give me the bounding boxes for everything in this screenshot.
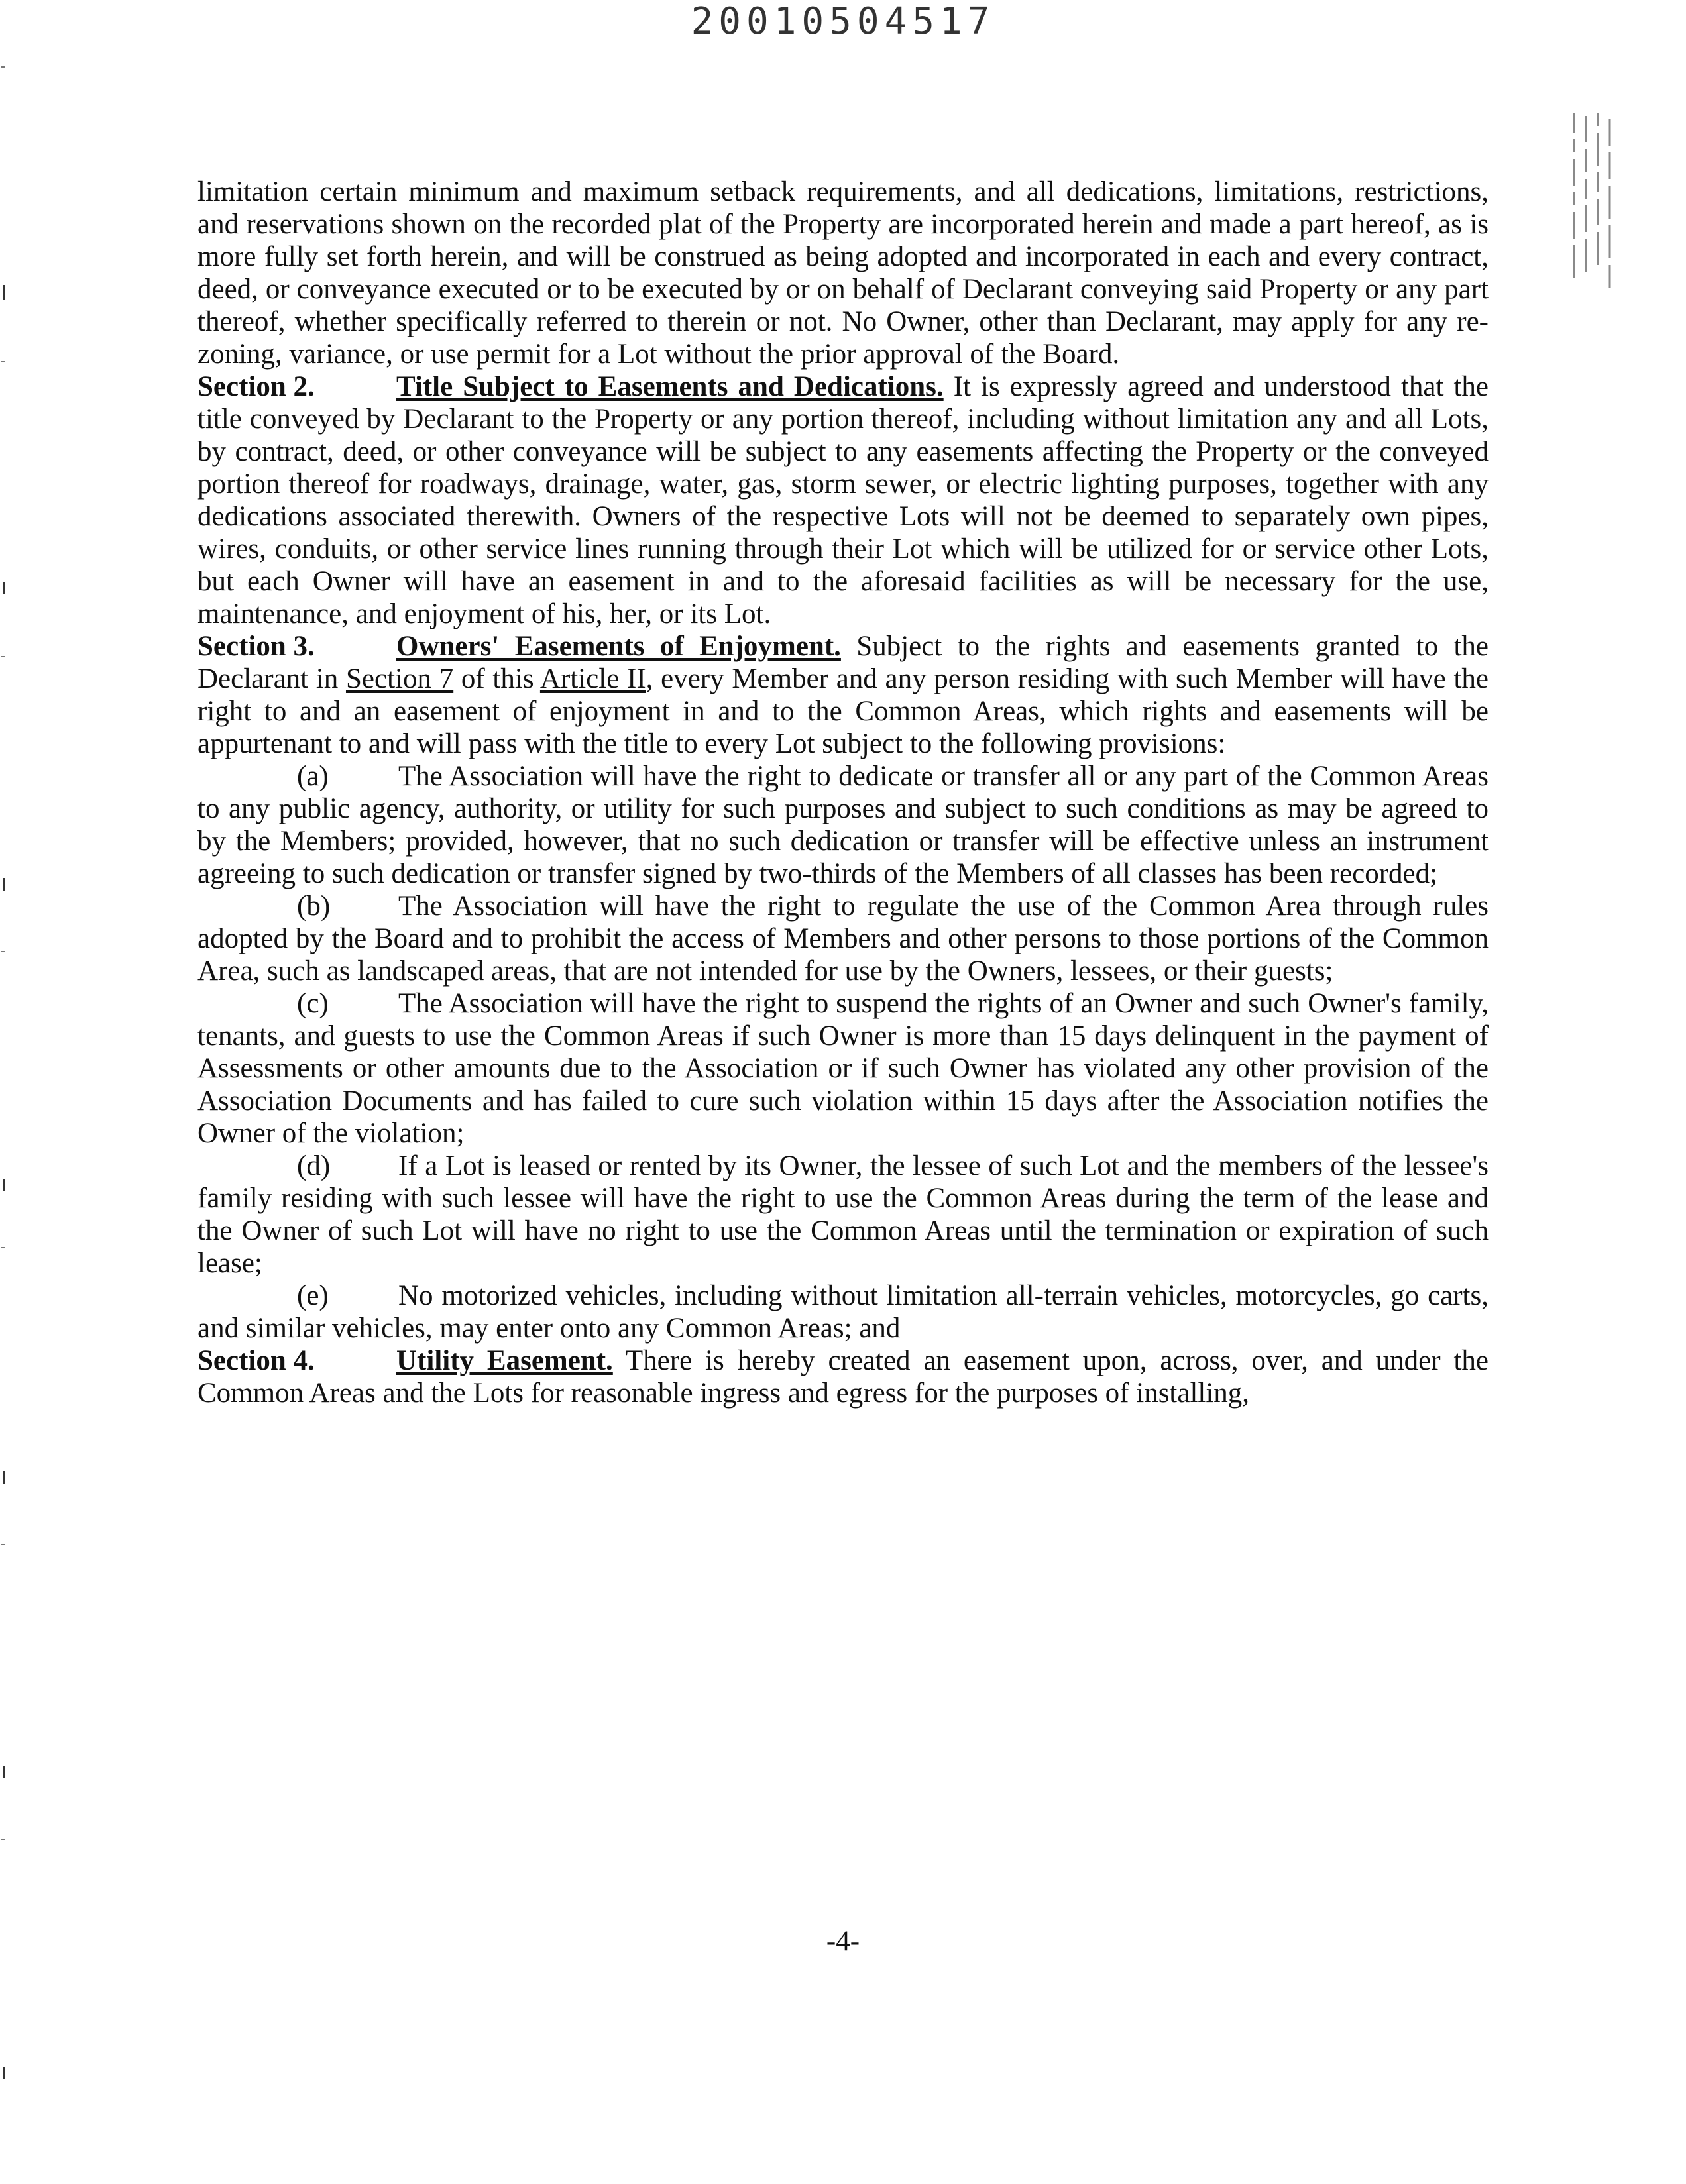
section-4: [197, 1344, 1489, 1409]
section-3-title: Owners' Easements of Enjoyment.: [396, 631, 841, 662]
provision-text: The Association will have the right to regulate the use of the Common Area through rules adopted by the Board and to prohibit the access of Members and other persons to those portions of the Common Area, such as landscaped areas, that are not intended for use by the Owners, lessees, or their guests;: [197, 891, 1489, 987]
scan-margin-mark: [3, 1471, 5, 1484]
intro-text: limitation certain minimum and maximum setback requirements, and all dedications, limitations, restrictions, and reservations shown on the recorded plat of the Property are incorporated herein and made a part hereof, as is more fully set forth herein, and will be construed as being adopted and incorporated in each and every contract, deed, or conveyance executed or to be executed by or on behalf of Declarant conveying said Property or any part thereof, whether specifically referred to therein or not. No Owner, other than Declarant, may apply for any re-zoning, variance, or use permit for a Lot without the prior approval of the Board.: [197, 176, 1489, 370]
page-number: -4-: [826, 1926, 860, 1957]
provision-b: [197, 890, 1489, 987]
scan-margin-mark: [3, 878, 5, 891]
provision-text: The Association will have the right to suspend the rights of an Owner and such Owner's family, tenants, and guests to use the Common Areas if such Owner is more than 15 days delinquent in the payment of Assessments or other amounts due to the Association or if such Owner has violated any other provision of the Association Documents and has failed to cure such violation within 15 days after the Association notifies the Owner of the violation;: [197, 988, 1489, 1149]
scan-margin-dot: [1, 656, 5, 657]
section-3-text: , every Member and any person residing with such Member will have the right to and an easement of enjoyment in and to the Common Areas, which rights and easements will be appurtenant to and will pass with the title to every Lot subject to the following provisions:: [197, 663, 1489, 759]
scan-margin-mark: [3, 285, 5, 300]
article-2-reference: Article II: [539, 663, 646, 694]
provision-label: (a): [297, 761, 329, 792]
recording-stamp-icon: [1567, 106, 1620, 305]
provision-label: (c): [297, 988, 329, 1019]
scan-margin-mark: [3, 1179, 5, 1191]
section-4-text: There is hereby created an easement upon, across, over, and under the Common Areas and the Lots for reasonable ingress and egress for the purposes of installing,: [197, 1345, 1489, 1409]
document-number: 20010504517: [691, 0, 995, 43]
scan-margin-dot: [1, 361, 5, 362]
section-3: [197, 630, 1489, 760]
provision-text: If a Lot is leased or rented by its Owner, the lessee of such Lot and the members of the lessee's family residing with such lessee will have the right to use the Common Areas during the term of the lease and the Owner of such Lot will have no right to use the Common Areas until the termination or expiration of such lease;: [197, 1150, 1489, 1279]
provision-text: The Association will have the right to dedicate or transfer all or any part of the Common Areas to any public agency, authority, or utility for such purposes and subject to such conditions as may be agreed to by the Members; provided, however, that no such dedication or transfer will be effective unless an instrument agreeing to such dedication or transfer signed by two-thirds of the Members of all classes has been recorded;: [197, 761, 1489, 889]
provision-c: [197, 987, 1489, 1150]
section-2-label: Section 2.: [197, 371, 315, 402]
provision-label: (d): [297, 1150, 331, 1181]
intro-paragraph: [197, 176, 1489, 370]
section-2-text: It is expressly agreed and understood that the title conveyed by Declarant to the Property or any portion thereof, including without limitation any and all Lots, by contract, deed, or other conveyance will be subject to any easements affecting the Property or the conveyed portion thereof for roadways, drainage, water, gas, storm sewer, or electric lighting purposes, together with any dedications associated therewith. Owners of the respective Lots will not be deemed to separately own pipes, wires, conduits, or other service lines running through their Lot which will be utilized for or service other Lots, but each Owner will have an easement in and to the aforesaid facilities as will be necessary for the use, maintenance, and enjoyment of his, her, or its Lot.: [197, 371, 1489, 629]
section-3-label: Section 3.: [197, 631, 315, 662]
scan-margin-dot: [1, 951, 5, 952]
scan-margin-dot: [1, 1839, 5, 1840]
provision-label: (b): [297, 891, 331, 922]
provision-label: (e): [297, 1280, 329, 1311]
section-4-label: Section 4.: [197, 1345, 315, 1376]
provision-text: No motorized vehicles, including without limitation all-terrain vehicles, motorcycles, go carts, and similar vehicles, may enter onto any Common Areas; and: [197, 1280, 1489, 1344]
section-7-reference: Section 7: [345, 663, 454, 694]
provision-e: [197, 1280, 1489, 1344]
provision-d: [197, 1150, 1489, 1280]
scan-margin-mark: [3, 2067, 5, 2079]
scan-margin-mark: [3, 582, 5, 594]
document-body: [197, 176, 1489, 1409]
scan-margin-dot: [1, 1544, 5, 1545]
section-2: [197, 370, 1489, 630]
section-3-text: of this: [453, 663, 540, 694]
section-3-text: Subject to the rights and easements granted to the Declarant in: [197, 631, 1489, 694]
scan-margin-dot: [1, 66, 5, 68]
scan-margin-mark: [3, 1766, 5, 1778]
section-4-title: Utility Easement.: [396, 1345, 613, 1376]
provision-a: [197, 760, 1489, 890]
section-2-title: Title Subject to Easements and Dedications.: [396, 371, 944, 402]
scan-margin-dot: [1, 1247, 5, 1248]
